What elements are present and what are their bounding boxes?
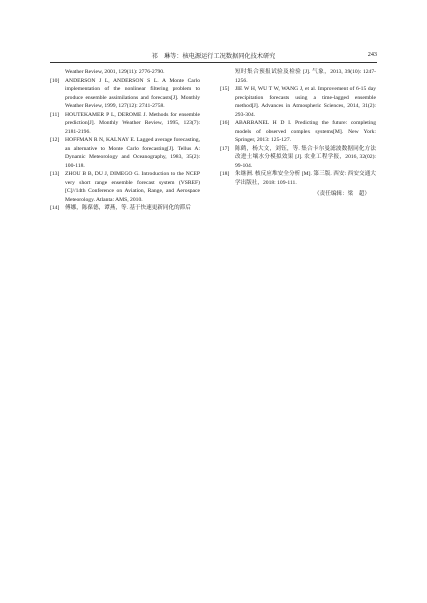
reference-number: [11] [50,111,60,118]
reference-text: HOUTEKAMER P L, DEROME J. Methods for ensemble prediction[J]. Monthly Weather Review, 1995, 123(7): 2181-2196. [65,111,200,135]
reference-text: Weather Review, 2001, 129(11): 2776-2790. [65,69,165,75]
reference-item [50,77,200,111]
reference-item [220,145,376,171]
reference-number: [18] [220,171,230,177]
reference-item [220,119,376,145]
reference-text: 陈鹤，杨大文，刘钰，等. 集合卡尔曼滤波数据同化方法改进土壤水分模拟效果 [J]. 农业工程学报，2016, 32(02): 99-104. [235,145,376,169]
reference-item [50,68,200,77]
reference-text: 短时集合预报试验及检验 [J]. 气象，2013, 39(10): 1247-1256. [235,69,376,84]
reference-number: [10] [50,77,60,84]
reference-item [50,111,200,137]
reference-text: ABARBANEL H D I. Predicting the future: completing models of observed complex systems[M]. New York: Springer, 2013: 125-127. [235,120,376,143]
reference-text: ANDERSON J L, ANDERSON S L. A Monte Carlo implementation of the nonlinear filtering problem to produce ensemble assimilations and forecasts[J]. Monthly Weather Review, 1999, 127(12): 2741-2758. [65,77,200,109]
reference-number: [16] [220,120,230,126]
reference-number: [13] [50,171,60,177]
header-rule [50,62,377,63]
reference-number: [15] [220,86,230,92]
reference-number: [17] [220,145,230,152]
reference-item [50,170,200,204]
running-header [50,50,377,62]
reference-text: HOFFMAN R N, KALNAY E. Lagged average forecasting, an alternative to Monte Carlo forecasting[J]. Tellus A: Dynamic Meteorology and Oceanography, 1983, 35(2): 100-118. [65,137,200,169]
reference-item [220,68,376,85]
references-left-column [50,68,200,213]
reference-item [50,136,200,170]
reference-text: ZHOU B B, DU J, DIMEGO G. Introduction to the NCEP very short range ensemble forecast system (VSREF)[C]//14th Conference on Aviation, Range, and Aerospace Meteorology. Atlanta: AMS, 2010. [65,171,200,203]
reference-text: 傅娜，陈葆德，谭燕，等. 基于快速更新同化的滞后 [65,205,191,211]
references-right-column [220,68,376,199]
reference-number: [12] [50,137,60,143]
reference-item [50,204,200,213]
reference-text: 朱继洲. 核反应堆安全分析 [M]. 第三版. 西安: 西安交通大学出版社，2018: 109-111. [235,171,376,186]
page-number: 243 [367,51,377,58]
reference-text: JIE W H, WU T W, WANG J, et al. Improvement of 6-15 day precipitation forecasts using a time-lagged ensemble method[J]. Advances in Atmospheric Sciences, 2014, 31(2): 293-304. [235,86,376,118]
reference-item [220,85,376,119]
reference-item [220,170,376,187]
editor-note: （责任编辑：梁 超） [314,191,370,197]
reference-number: [14] [50,205,60,211]
running-title: 祁 琳等：核电源运行工况数据同化技术研究 [151,53,276,60]
